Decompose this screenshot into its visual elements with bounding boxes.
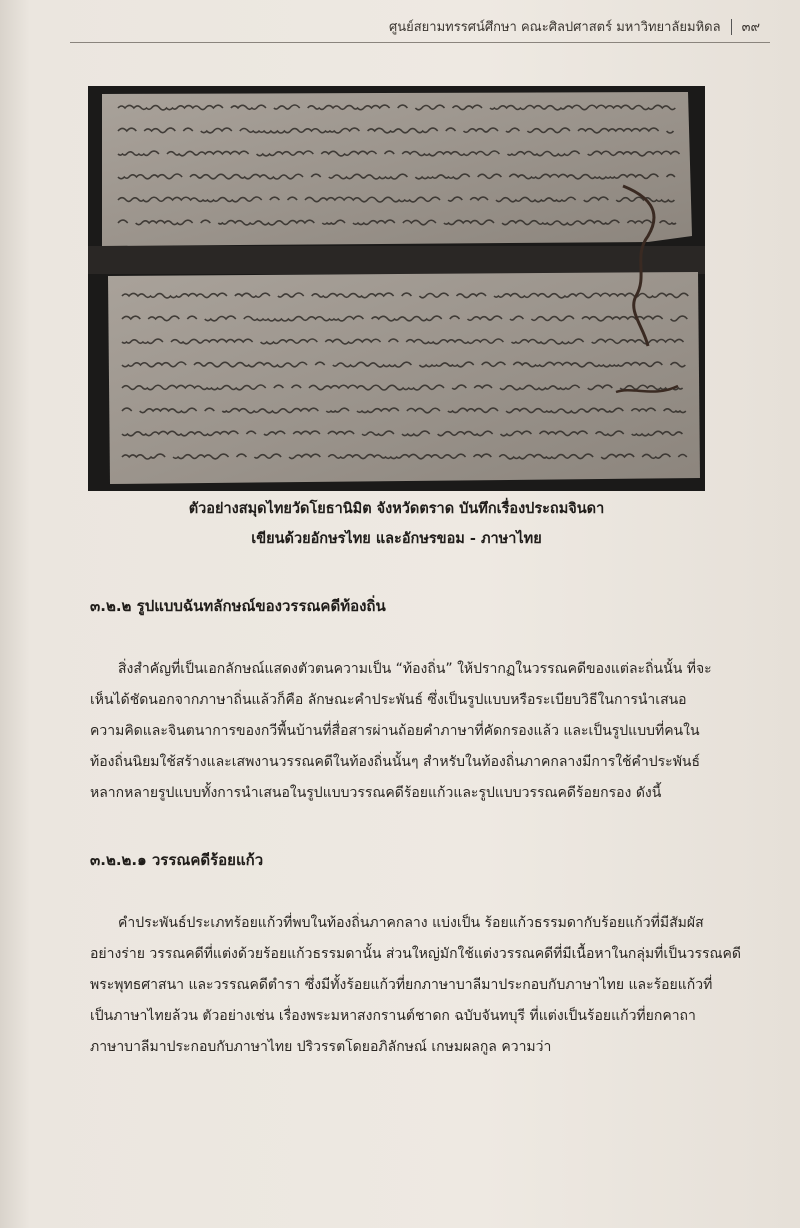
section-heading-3-2-2-1: ๓.๒.๒.๑ วรรณคดีร้อยแก้ว xyxy=(90,851,264,869)
figure-caption-line2: เขียนด้วยอักษรไทย และอักษรขอม - ภาษาไทย xyxy=(251,531,542,547)
header-rule xyxy=(70,42,770,43)
lower-leaf xyxy=(108,272,700,484)
paragraph-line: เห็นได้ชัดนอกจากภาษาถิ่นแล้วก็คือ ลักษณะคำประพันธ์ ซึ่งเป็นรูปแบบหรือระเบียบวิธีในการนำเสนอ xyxy=(90,692,687,708)
paragraph-line: สิ่งสำคัญที่เป็นเอกลักษณ์แสดงตัวตนความเป็น “ท้องถิ่น” ให้ปรากฏในวรรณคดีของแต่ละถิ่นนั้น ที่จะ xyxy=(118,661,712,677)
paragraph-line: ความคิดและจินตนาการของกวีพื้นบ้านที่สื่อสารผ่านถ้อยคำภาษาที่คัดกรองแล้ว และเป็นรูปแบบที่คนใน xyxy=(90,723,700,739)
paragraph-line: พระพุทธศาสนา และวรรณคดีตำรา ซึ่งมีทั้งร้อยแก้วที่ยกภาษาบาลีมาประกอบกับภาษาไทย และร้อยแก้วที่ xyxy=(90,977,713,993)
paragraph-line: หลากหลายรูปแบบทั้งการนำเสนอในรูปแบบวรรณคดีร้อยแก้วและรูปแบบวรรณคดีร้อยกรอง ดังนี้ xyxy=(90,785,662,801)
page-number: ๓๙ xyxy=(741,20,760,35)
section-heading-3-2-2: ๓.๒.๒ รูปแบบฉันทลักษณ์ของวรรณคดีท้องถิ่น xyxy=(90,597,386,615)
manuscript-photo xyxy=(88,86,705,491)
running-header xyxy=(389,16,760,37)
paragraph-line: ภาษาบาลีมาประกอบกับภาษาไทย ปริวรรตโดยอภิลักษณ์ เกษมผลกูล ความว่า xyxy=(90,1039,552,1055)
header-separator xyxy=(731,19,732,35)
paragraph-line: ท้องถิ่นนิยมใช้สร้างและเสพงานวรรณคดีในท้องถิ่นนั้นๆ สำหรับในท้องถิ่นภาคกลางมีการใช้คำประพันธ์ xyxy=(90,754,701,770)
header-title: ศูนย์สยามทรรศน์ศึกษา คณะศิลปศาสตร์ มหาวิทยาลัยมหิดล xyxy=(388,20,721,35)
manuscript-illustration xyxy=(88,86,705,491)
paragraph-line: อย่างร่าย วรรณคดีที่แต่งด้วยร้อยแก้วธรรมดานั้น ส่วนใหญ่มักใช้แต่งวรรณคดีที่มีเนื้อหาในกลุ่มที่เป็นวรรณคดี xyxy=(90,946,741,962)
upper-leaf xyxy=(102,92,692,246)
paragraph-line: คำประพันธ์ประเภทร้อยแก้วที่พบในท้องถิ่นภาคกลาง แบ่งเป็น ร้อยแก้วธรรมดากับร้อยแก้วที่มีสัมผัส xyxy=(118,915,704,931)
paragraph-line: เป็นภาษาไทยล้วน ตัวอย่างเช่น เรื่องพระมหาสงกรานต์ชาดก ฉบับจันทบุรี ที่แต่งเป็นร้อยแก้วที่ยกคาถา xyxy=(90,1008,696,1024)
figure-caption-line1: ตัวอย่างสมุดไทยวัดโยธานิมิต จังหวัดตราด บันทึกเรื่องประถมจินดา xyxy=(188,501,605,517)
